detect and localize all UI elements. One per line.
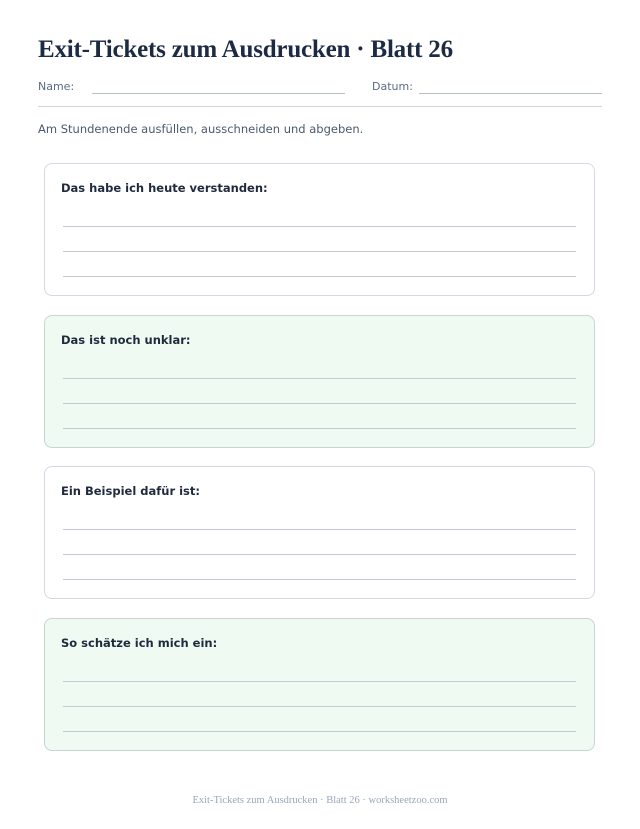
answer-line[interactable] [63, 529, 576, 530]
header-divider [38, 106, 602, 107]
ticket-card-label: So schätze ich mich ein: [61, 636, 218, 650]
answer-line[interactable] [63, 226, 576, 227]
ticket-card-example [44, 466, 595, 599]
ticket-card-self-assessment [44, 618, 595, 751]
ticket-card-understood [44, 163, 595, 296]
answer-line[interactable] [63, 731, 576, 732]
date-label: Datum: [372, 80, 413, 93]
ticket-card-label: Ein Beispiel dafür ist: [61, 484, 200, 498]
ticket-card-label: Das ist noch unklar: [61, 333, 191, 347]
name-write-line[interactable] [92, 93, 345, 94]
answer-line[interactable] [63, 251, 576, 252]
answer-line[interactable] [63, 378, 576, 379]
page-footer: Exit-Tickets zum Ausdrucken · Blatt 26 · worksheetzoo.com [192, 795, 448, 806]
name-label: Name: [38, 80, 75, 93]
instructions-text: Am Stundenende ausfüllen, ausschneiden und abgeben. [38, 122, 364, 136]
ticket-card-unclear [44, 315, 595, 448]
answer-line[interactable] [63, 706, 576, 707]
answer-line[interactable] [63, 403, 576, 404]
answer-line[interactable] [63, 579, 576, 580]
answer-line[interactable] [63, 276, 576, 277]
page-title: Exit-Tickets zum Ausdrucken · Blatt 26 [38, 36, 453, 63]
date-write-line[interactable] [419, 93, 602, 94]
answer-line[interactable] [63, 554, 576, 555]
answer-line[interactable] [63, 428, 576, 429]
name-date-row [38, 80, 602, 98]
ticket-card-label: Das habe ich heute verstanden: [61, 181, 268, 195]
answer-line[interactable] [63, 681, 576, 682]
